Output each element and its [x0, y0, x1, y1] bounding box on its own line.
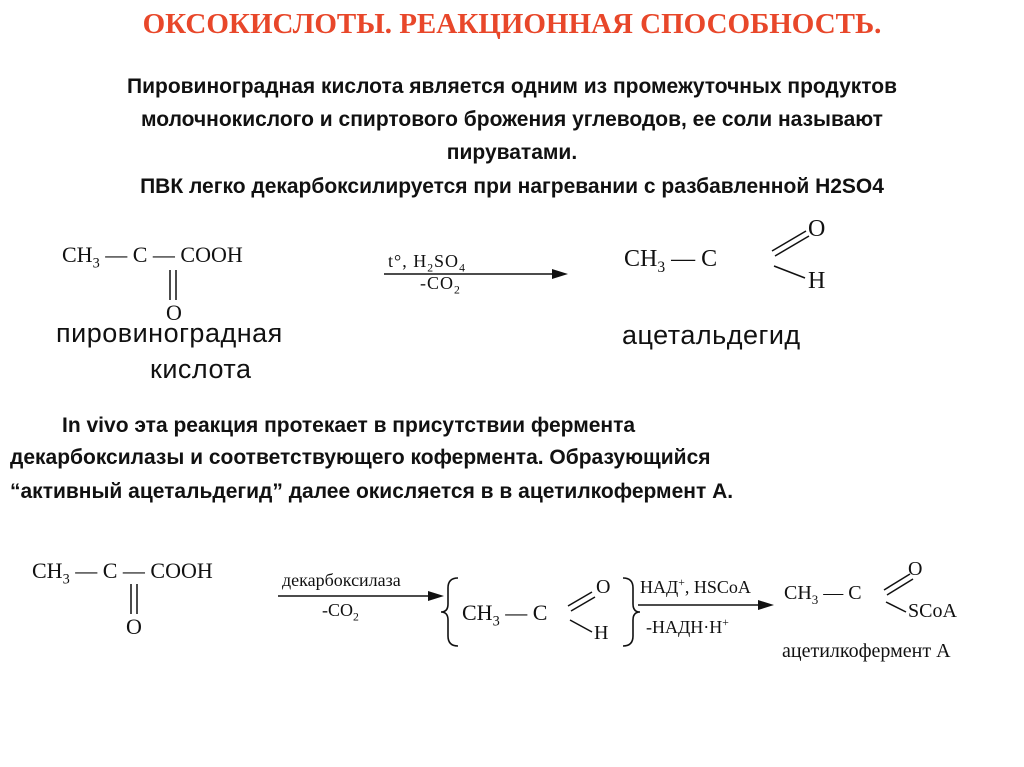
r1-reactant-name-1: пировиноградная [56, 318, 283, 348]
r2-mid-co-b [571, 597, 595, 611]
invivo-line-1: In vivo эта реакция протекает в присутствии фермента [62, 414, 636, 437]
r1-o: O [166, 300, 182, 325]
r1-product-h: H [808, 268, 826, 294]
r1-product-name: ацетальдегид [622, 320, 801, 350]
r2-left-brace [441, 578, 458, 646]
page-title: ОКСОКИСЛОТЫ. РЕАКЦИОННАЯ СПОСОБНОСТЬ. [142, 8, 882, 40]
intro-line-3: пируватами. [446, 141, 578, 164]
r2-prod-co-a [884, 574, 910, 590]
r2-arrow2-bottom: -НАДН·Н+ [646, 616, 729, 637]
r2-mid-h: H [594, 622, 609, 644]
r2-product-name: ацетилкофермент А [782, 640, 951, 662]
r1-reactant-name-2: кислота [150, 354, 252, 384]
r2-product-scoa: SCoA [908, 600, 957, 622]
intro-line-2: молочнокислого и спиртового брожения углеводов, ее соли называют [141, 108, 883, 131]
r1-bond2: — [152, 242, 175, 267]
r2-arrow2-head [758, 600, 774, 610]
r1-bond1: — [105, 242, 128, 267]
r2-prod-cs [886, 602, 906, 612]
r1-arrow-head [552, 269, 568, 279]
r1-prod-ch [774, 266, 805, 278]
r1-arrow-top: t°, $H_2SO_4$ [388, 251, 466, 275]
r2-product-formula: $CH_3$ — C [784, 582, 862, 607]
r2-mid-formula: $CH_3$ — C [462, 600, 548, 630]
r1-ch3: CH [62, 242, 93, 267]
intro-line-1: Пировиноградная кислота является одним из промежуточных продуктов [126, 75, 898, 98]
r2-mid-o: O [596, 576, 611, 598]
r2-arrow1-bottom: $-CO_2$ [322, 600, 359, 624]
r2-mid-co-a [568, 592, 592, 606]
r2-arrow1-top: декарбоксилаза [282, 570, 401, 590]
r1-arrow-bottom: $-CO_2$ [420, 273, 461, 297]
r1-cooh: COOH [180, 242, 243, 267]
r2-product-o: O [908, 558, 923, 580]
r1-reactant-formula [62, 242, 243, 272]
r2-mid-ch [570, 620, 592, 632]
r1-ch3-sub: 3 [92, 255, 100, 272]
r2-arrow1-head [428, 591, 444, 601]
r1-c: C [132, 242, 148, 267]
r2-arrow2-top: НАД+, HSCoA [640, 576, 751, 597]
intro-line-4: ПВК легко декарбоксилируется при нагревании с разбавленной H2SO4 [140, 175, 884, 198]
r2-right-brace [623, 578, 640, 646]
r2-o: O [126, 614, 142, 639]
r1-product-formula: $CH_3$ — C [624, 246, 718, 276]
invivo-line-2: декарбоксилазы и соответствующего кофермента. Образующийся [10, 446, 711, 469]
r2-prod-co-b [887, 579, 913, 595]
r1-product-o: O [808, 216, 826, 242]
invivo-line-3: “активный ацетальдегид” далее окисляется в в ацетилкофермент А. [10, 480, 734, 503]
r2-reactant-formula: $CH_3$ — C — COOH [32, 558, 213, 588]
